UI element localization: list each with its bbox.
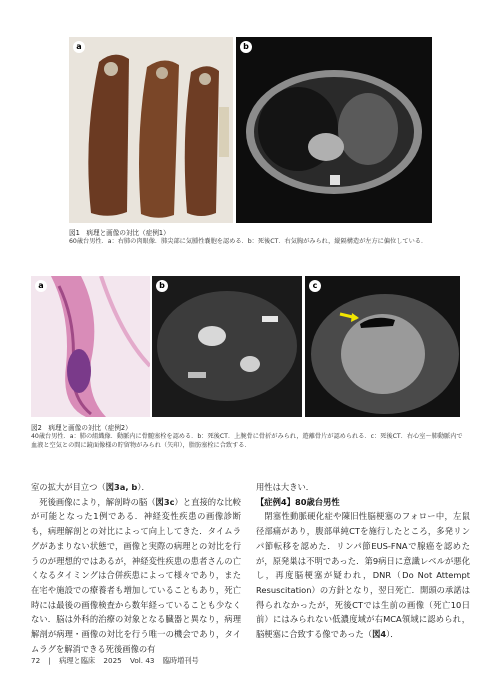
journal-name: 病理と臨床 bbox=[59, 656, 96, 665]
ct-humerus-image bbox=[152, 276, 302, 417]
left-column bbox=[31, 480, 241, 656]
fig1-caption-title: 図1 病理と画像の対比（症例1） bbox=[69, 229, 170, 237]
fig3c-reference: 図3c bbox=[155, 496, 175, 507]
fig1-panel-a-gross-lung-photo bbox=[69, 37, 233, 223]
journal-year: 2025 bbox=[103, 656, 122, 665]
ct-heart-image bbox=[305, 276, 460, 417]
fig2-panel-b-badge: b bbox=[156, 280, 168, 292]
left-column-paragraph: 死後画像により，解剖時の脳（図3c）と直接的な比較が可能となった1例である．神経変性疾患の画像診断も，病理解剖との対比によって向上してきた．タイムラグがあまりない状態で，画像と実際の病理との対比を行うのが理想的ではあるが，神経変性疾患の患者さんの亡くなるタイミングは合併疾患によって様々であり，また在宅や施設での療養者も増加していることもあり，死亡時には最後の画像検査から数年経っていることも少なくない．脳は外科的治療の対象となる臓器と異なり，病理解剖が病理・画像の対比を行う唯一の機会であり，タイムラグを解消できる死後画像の有 bbox=[31, 496, 241, 654]
case4-heading: 【症例4】80歳台男性 bbox=[256, 496, 340, 507]
right-column-line1: 用性は大きい． bbox=[256, 482, 315, 492]
fig2-panel-a-histology bbox=[31, 276, 150, 417]
journal-issue: 臨時増刊号 bbox=[162, 656, 199, 665]
gross-lung-image bbox=[69, 37, 233, 223]
fig1-panel-b-ct-image bbox=[236, 37, 432, 223]
fig2-panel-c-ct-heart bbox=[305, 276, 460, 417]
case4-paragraph: 閉塞性動脈硬化症や陳旧性脳梗塞のフォロー中，左鼠径部痛があり，腹部単純CTを施行したところ，多発リンパ節転移を認めた．リンパ節EUS-FNAで腺癌を認めたが，原発巣は不明であった．第9病日に意識レベルが悪化し，再度脳梗塞が疑われ，DNR（Do Not Attempt Resuscitation）の方針となり，翌日死亡．開頭の承諾は得られなかったが，死後CTでは生前の画像（死亡10日前）にはみられない低濃度域が右MCA領域に認められ，脳梗塞に合致する像であった（図4）． bbox=[256, 511, 470, 640]
fig3ab-reference: 図3a, b bbox=[105, 482, 138, 492]
fig1-caption-text: 60歳台男性．a：右肺の肉眼像．肺尖部に気腫性嚢胞を認める．b：死後CT．右気胸がみられ，縦隔構造が左方に偏位している． bbox=[69, 238, 428, 245]
left-column-line1: 室の拡大が目立つ（図3a, b）． bbox=[31, 482, 150, 492]
journal-volume: Vol. 43 bbox=[130, 656, 155, 665]
page-number: 72 bbox=[31, 656, 41, 665]
fig2-panel-a-badge: a bbox=[35, 280, 47, 292]
fig2-caption-title: 図2 病理と画像の対比（症例2） bbox=[31, 424, 132, 432]
fig2-caption-text: 40歳台男性．a：肺の組織像．動脈内に骨髄塞栓を認める．b：死後CT．上腕骨に骨折がみられ，遊離骨片が認められる．c：死後CT．右心室〜肺動脈内で血液と空気との間に鏡面像様の貯留物がみられ（矢印），脂肪塞栓に合致する． bbox=[31, 433, 463, 449]
right-column bbox=[256, 480, 470, 642]
footer-separator: | bbox=[48, 656, 51, 665]
page-footer bbox=[31, 656, 205, 666]
fig4-reference: 図4 bbox=[372, 629, 387, 640]
fig1-panel-b-badge: b bbox=[240, 41, 252, 53]
ct-chest-image bbox=[236, 37, 432, 223]
histology-image bbox=[31, 276, 150, 417]
fig2-panel-b-ct-humerus bbox=[152, 276, 302, 417]
fig1-panel-a-badge: a bbox=[73, 41, 85, 53]
fig2-panel-c-badge: c bbox=[309, 280, 321, 292]
